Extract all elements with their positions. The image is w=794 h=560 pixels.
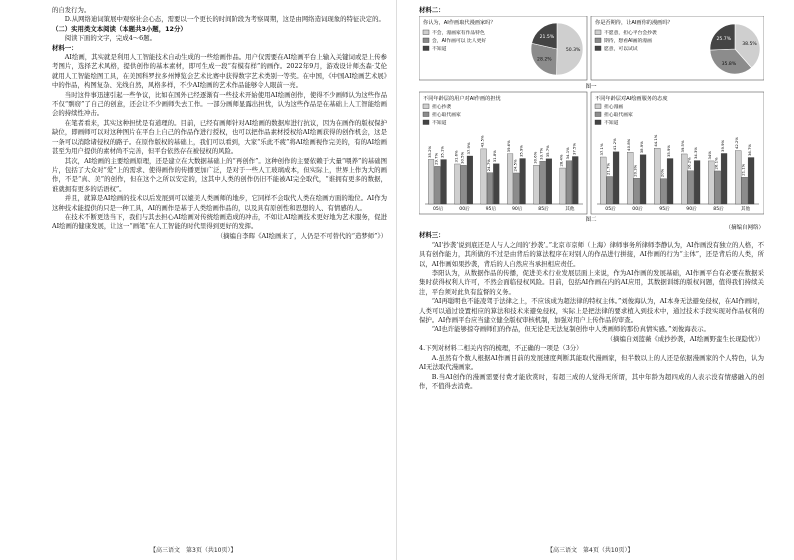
bar1-value-4-0: 30.6% — [532, 152, 538, 165]
bar2-value-3-0: 39.5% — [680, 140, 686, 153]
bar2-value-1-0: 40.8% — [626, 139, 632, 152]
bar1-bar-5-1 — [566, 161, 572, 204]
para-0: 的自发行为。 — [52, 6, 91, 14]
bar2-bar-4-2 — [721, 154, 727, 205]
para-m1-6: 在技术不断更迭当下，我们与其去担心AI绘画对传统绘画造成的冲击，不如让AI绘画技术更好地为艺术服务，促进AI绘画的健康发展，让这一“画笔”在人工智能的时代里得到更好的发挥。 — [52, 212, 387, 231]
bar2-bar-1-0 — [627, 153, 633, 205]
bar2-bar-3-2 — [694, 161, 700, 204]
pie2-legend-label-1: 期待，想看AI画的漫画 — [604, 39, 652, 45]
material2-label: 材料二： — [419, 6, 445, 14]
bar2-tick-3: 90后 — [686, 207, 697, 213]
bar1-tick-1: 00后 — [459, 207, 470, 213]
bar2-tick-5: 其他 — [740, 207, 751, 213]
bar2-value-1-2: 38.9% — [639, 141, 645, 154]
bar2-value-2-0: 44.1% — [653, 134, 659, 148]
bar2-title: 不同年龄层对AI绘画服务的态度 — [595, 96, 668, 103]
pie2-legend — [595, 29, 657, 52]
fig2-caption: 图二 — [585, 217, 597, 224]
bar1-value-5-2: 37.5% — [571, 143, 577, 156]
bar1-bar-1-0 — [454, 164, 460, 204]
bar2-bar-5-2 — [748, 158, 754, 204]
bar1-bar-0-0 — [428, 160, 434, 205]
pie2-legend-label-0: 不愿意，担心平台会抄袭 — [604, 31, 657, 37]
pie1-title: 你认为，AI作画取代漫画家吗？ — [423, 20, 496, 27]
bar2-bar-3-1 — [688, 171, 694, 204]
pie1-value-2: 21.5% — [539, 35, 555, 41]
source-m1: （摘编自李晖《AI绘画来了，人仍是不可替代的“造梦师”》） — [216, 231, 387, 240]
bar2-value-4-1: 26.1% — [713, 157, 719, 170]
section-heading: （二）实用类文本阅读（本题共3小题，12分） — [52, 24, 187, 33]
bar2-bar-0-2 — [613, 152, 619, 204]
bar2-bar-1-2 — [640, 155, 646, 204]
bar1-legend-swatch-2 — [423, 120, 429, 125]
para-m1-4: 其次，AI绘画的主要绘画原理，还是建立在大数据基础上的“再创作”。这种创作的主要依赖于大量“喂养”的基础图片，包括了大众对“爱”上的需求、使得画作的传播更加广泛，是对于一些人工玻璃成本，但实际上，世界上作为大的画作，不是“真、美”的创作，但在这个之所以安定的，这其中人类的创作仍旧不能被AI完全取代，“谁拥有更多的数据，谁就拥有更多的话语权”。 — [52, 156, 387, 193]
source-m3: （摘编自刘篮薇《成抄抄袭，AI绘画野蛮生长现隐忧》） — [606, 334, 764, 343]
pie1-legend-label-2: 不知道 — [432, 47, 447, 53]
bar1-title: 不同年龄层的用户对AI作画的担忧 — [423, 96, 501, 103]
bar1-legend-swatch-0 — [423, 104, 429, 109]
bar1-value-3-2: 35.9% — [518, 145, 524, 158]
bar1-bar-0-1 — [434, 167, 440, 205]
bar2-tick-2: 95后 — [659, 207, 670, 213]
bar1-legend-label-2: 不知道 — [432, 121, 447, 127]
bar2-bar-5-1 — [742, 178, 748, 205]
pie2-chart — [710, 24, 760, 74]
bar1-bar-2-2 — [493, 164, 499, 204]
bar2-legend-swatch-1 — [595, 112, 601, 117]
bar1-tick-5: 其他 — [565, 207, 575, 213]
fig1-caption: 图一 — [585, 84, 597, 91]
bar1-legend — [423, 103, 461, 126]
bar2-value-3-1: 26.2% — [686, 157, 692, 170]
bar2-legend-label-2: 不知道 — [604, 121, 619, 127]
bar1-value-4-2: 35.7% — [544, 145, 550, 158]
para-m1-3: 在笔者看来，其实这种担忧是有道理的。目前，已经有画师针对AI绘画的数据库进行抗议，因为在画作的版权保护缺位，即画师可以对这种图片在平台上自己的作品作进行授权，也可以把作品素材授权给AI绘画获得的创作机会，这是一条可以消除诸侵权的路子。在原作版权的基础上，我们可以看到，大家“乐此不疲”将AI绘画视作完美的，有的AI绘画甚至为用户提供的素材尚不完善，但平台依然存在被侵权的风险。 — [52, 118, 387, 156]
bar2-tick-1: 00后 — [632, 207, 643, 213]
instruction: 阅读下面的文字，完成4～6题。 — [64, 34, 157, 43]
bar1-value-4-1: 33.7% — [538, 148, 544, 161]
bar1-value-1-1: 30.5% — [459, 152, 465, 165]
pie2-title: 你是否期待，让AI画你的漫画吗？ — [595, 20, 673, 27]
bar1-value-2-1: 24.7% — [485, 159, 491, 172]
bar1-value-0-0: 35.2% — [427, 146, 433, 159]
pie1-legend — [423, 29, 486, 52]
material1-label: 材料一： — [52, 43, 78, 52]
page-footer-3: 【高三语文 第3页（共10页）】 — [150, 547, 237, 554]
bar2-value-2-2: 35.9% — [666, 145, 672, 158]
bar1-value-1-0: 31.6% — [453, 150, 459, 163]
material3-label: 材料三： — [419, 231, 445, 240]
page-footer-4: 【高三语文 第4页（共10页）】 — [547, 547, 634, 554]
bar1-bar-3-1 — [513, 173, 519, 204]
bar2-value-1-1: 20.3% — [632, 165, 638, 178]
pie2-legend-label-2: 愿意，可以试试 — [604, 47, 638, 53]
bar1-tick-0: 05后 — [432, 207, 444, 213]
bar2-value-3-2: 34.3% — [693, 147, 699, 160]
bar1-bar-5-2 — [572, 157, 578, 205]
bar1-value-0-1: 29.7% — [433, 153, 439, 166]
pie2-legend-swatch-1 — [595, 38, 601, 43]
pie2-value-0: 38.5% — [742, 42, 757, 48]
para-m1-5: 并且，就算是AI绘画的技术以后发展到可以媲美人类画师的地步，它同样不会取代人类在绘画方面的地位。AI作为这种技术能提供的只是一种工具，AI的画作是基于人类绘画作品的，以及具有原创性和思想的人、有情感的人。 — [52, 194, 387, 212]
para-m3-2: 李阳认为，从数据作品的传播，促进美术行业发展层面上来说，作为AI作画的发展基础，AI作画平台有必要在数据采集时获得权利人许可，不然会面临侵权风险。目前，包括AI作画在内的AI应用，其数据训练的版权问题，值得我们持续关注，平台须对此负有监督的义务。 — [419, 269, 764, 296]
bar1-value-2-0: 43.5% — [479, 135, 485, 148]
pie1-legend-swatch-1 — [423, 38, 429, 43]
pie1-value-0: 50.3% — [565, 48, 581, 54]
bar2-value-0-2: 41.2% — [612, 138, 618, 151]
figures-svg — [419, 16, 764, 231]
bar2-bar-0-1 — [607, 177, 613, 204]
bar2-value-4-0: 34% — [707, 151, 713, 160]
para-m1-1: AI绘画，其实就是利用人工智能技术自动生成的一些绘画作品。用户仅需要在AI绘画平台上输入关键词或是上传参考图片，选择艺术风格，提供创作的基本素材，即可生成一段“有模有样”的画作。2022年9月，游戏设计师杰森·艾伦就用人工智能绘图工具，在美国科罗拉多州博览会艺术比赛中获得数字艺术类别一等奖。在中国，《中国AI绘画艺术展》中的作品，构图复杂、光线自然，风格多样，不少AI绘画的艺术作品能够令人眼前一亮。 — [52, 53, 387, 90]
bar2-legend-swatch-2 — [595, 120, 601, 125]
pie1-value-1: 28.2% — [537, 57, 552, 63]
para-option-d: D.从网络迪词策展中观察社会心态，需要以一个更长的时间阶段为考察周期，这是由网络造词现象的特征决定的。 — [64, 15, 385, 24]
bar1-tick-3: 90后 — [511, 207, 523, 213]
option-b: B.当AI创作的漫画需要付费才能欣赏时，有超三成的人觉得无所谓，其中年龄为超四成的人表示没有情感融入的创作，不值得去消费。 — [419, 372, 764, 390]
pie2-value-1: 35.8% — [721, 62, 737, 68]
question-4: 4.下列对材料二相关内容的梳理，不正确的一项是（3分） — [419, 344, 583, 353]
pie1-legend-label-1: 会，AI作画可以 比人更好 — [432, 39, 487, 45]
bar1-bar-2-1 — [487, 173, 493, 204]
bar2-value-2-1: 20% — [659, 169, 665, 178]
para-m3-3: “AI再聪明也不能凌驾于法律之上，不应该成为超法律的特权主体。”刘俊海认为，AI本身无法避免侵权，在AI作画时，人类可以通过设置相应的算法和技术来避免侵权，实际上是把法律的要求植入到技术中，通过技术手段实现对作品权利的保护。AI作画平台应当建立健全版权审核机制，加强对用户上传作品的审查。 — [419, 297, 764, 325]
bar1-chart — [425, 135, 583, 212]
bar1-value-1-2: 37.9% — [465, 142, 471, 155]
bar1-tick-2: 95后 — [485, 207, 497, 213]
bar2-bar-4-1 — [715, 171, 721, 204]
bar1-legend-label-0: 担心抄袭 — [432, 105, 452, 111]
bar1-value-2-2: 31.8% — [492, 150, 498, 163]
bar2-value-4-2: 39.9% — [720, 140, 726, 153]
option-a: A.虽然有个数人根据AI作画目前的发展速度判断其能取代漫画家，但半数以上的人还是依据漫画家的个人特色，认为AI无法取代漫画家。 — [419, 353, 764, 372]
bar2-legend-swatch-0 — [595, 104, 601, 109]
bar2-value-0-1: 21.7% — [605, 163, 611, 176]
bar1-bar-3-2 — [520, 159, 526, 204]
bar1-bar-1-1 — [461, 166, 467, 205]
pie1-legend-label-0: 不会，漫画家有作品特色 — [432, 31, 485, 37]
pie1-legend-swatch-0 — [423, 30, 429, 35]
bar2-value-5-1: 21.1% — [740, 164, 746, 177]
bar1-bar-4-1 — [540, 162, 546, 205]
bar2-value-0-0: 37.1% — [599, 143, 605, 156]
pie2-value-2: 25.7% — [716, 37, 732, 43]
bar2-value-5-0: 42.2% — [734, 137, 740, 150]
bar1-value-3-1: 24.5% — [512, 159, 518, 172]
para-m1-2: 当时这件事迅速引起一些争议，比如在国外已经逐渐有一些技术开始使用AI绘画创作，使得不少画师认为这些作品不仅“剽窃”了自己的创意，还会让不少画师失去工作。一部分画师显露出担忧，认为这些作品是在基础上人工智能绘画会的持续性冲击。 — [52, 90, 387, 118]
bar2-legend-label-1: 担心取代画家 — [604, 113, 633, 119]
bar1-legend-label-1: 担心取代画家 — [432, 113, 461, 119]
bar1-value-0-2: 35.1% — [439, 146, 445, 159]
pie2-legend-swatch-2 — [595, 46, 601, 51]
fig2-source: （摘编自网络） — [725, 225, 764, 232]
bar1-bar-1-2 — [467, 156, 473, 204]
bar1-bar-0-2 — [441, 160, 447, 204]
para-m3-4: “AI也许能够掠夺画师们的作品，但无论是无法复制创作中人类画师的那份真情实感。”刘俊海表示。 — [431, 325, 710, 334]
page-4 — [397, 0, 794, 560]
bar1-legend-swatch-1 — [423, 112, 429, 117]
bar1-bar-4-0 — [533, 166, 539, 205]
pie1-legend-swatch-2 — [423, 46, 429, 51]
bar1-tick-4: 85后 — [538, 207, 549, 213]
pie2-legend-swatch-0 — [595, 30, 601, 35]
bar2-legend-label-0: 担心漫画 — [604, 105, 624, 111]
bar1-value-5-1: 34.1% — [564, 147, 570, 160]
bar2-bar-2-1 — [661, 179, 667, 204]
bar1-value-3-0: 39.6% — [506, 140, 512, 153]
bar2-value-5-2: 36.7% — [747, 144, 753, 157]
bar2-tick-0: 05后 — [605, 207, 616, 213]
bar1-bar-5-0 — [560, 168, 566, 204]
bar1-bar-2-0 — [481, 149, 487, 204]
para-m3-1: “AI‘抄袭’说到底还是人与人之间的‘抄袭’。”北京市京师（上海）律师事务所律师李静认为，AI作画没有独立的人格，不具有创作能力，其所做的不过是由背后的算法程序在对别人的作品进行拼接，AI作画的行为“主体”，还是背后的人类，所以，AI作画如果抄袭，背后的人自然应当承担相应责任。 — [419, 240, 764, 268]
bar2-bar-1-1 — [634, 179, 640, 205]
bar1-value-5-0: 28.4% — [558, 154, 564, 167]
bar2-bar-5-0 — [735, 151, 741, 204]
bar1-bar-4-2 — [546, 159, 552, 204]
bar2-bar-2-2 — [667, 159, 673, 204]
bar2-tick-4: 85后 — [713, 207, 724, 213]
bar2-chart — [597, 135, 759, 213]
pie1-chart — [531, 23, 583, 75]
bar2-legend — [595, 103, 633, 126]
